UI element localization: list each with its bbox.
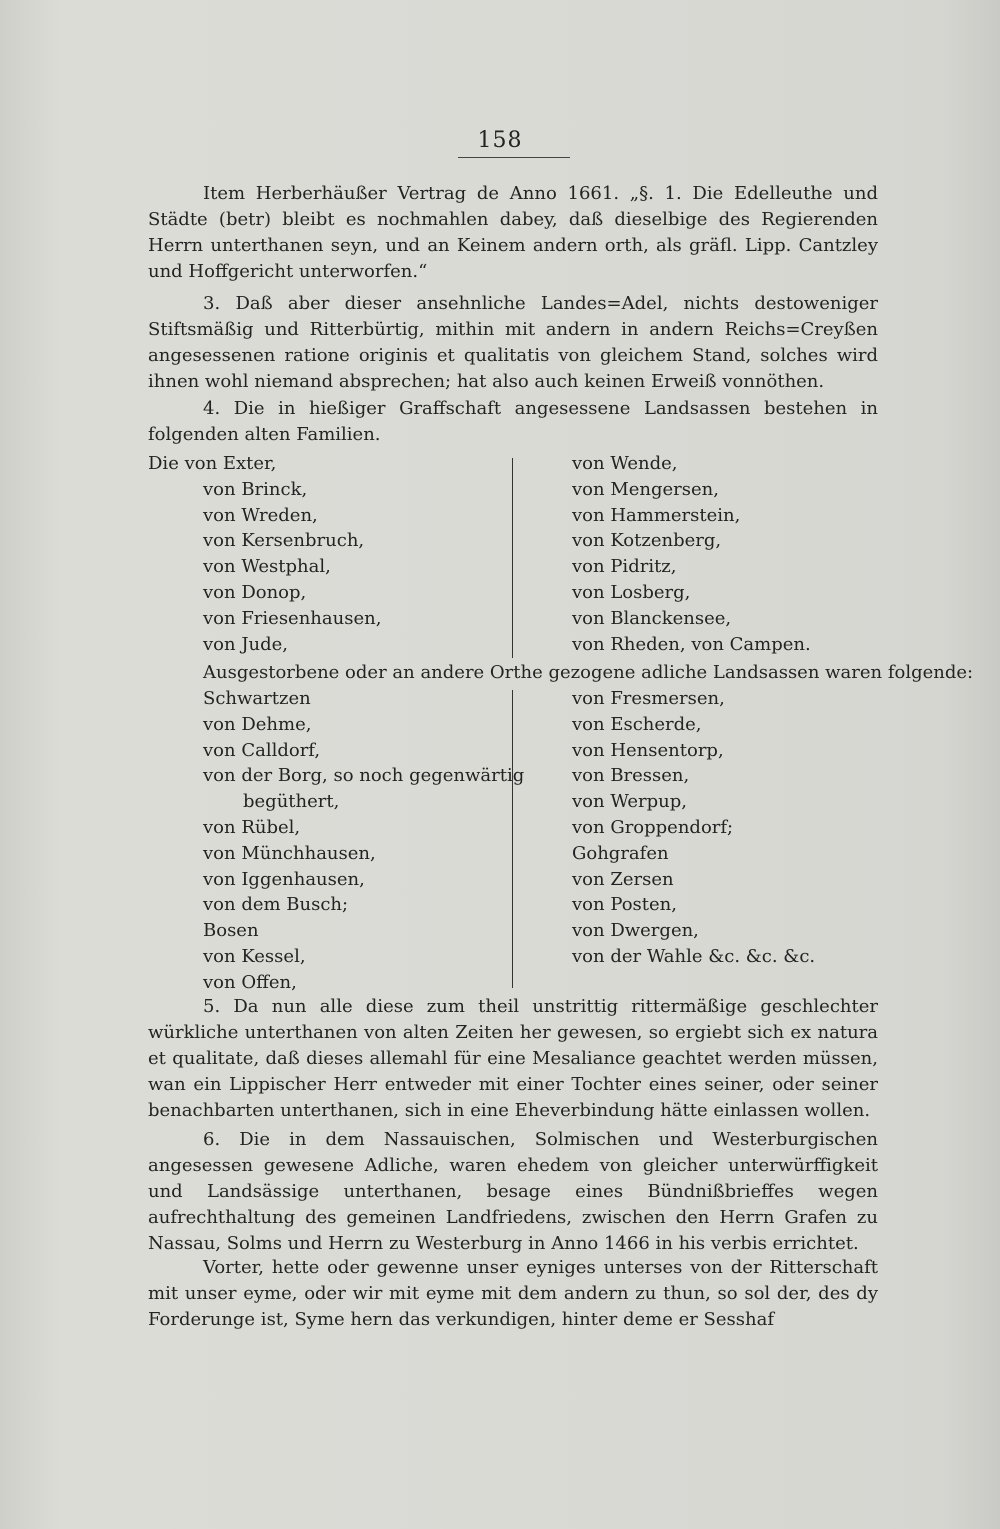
extinct-column-divider <box>512 690 513 988</box>
extinct-family-right: von der Wahle &c. &c. &c. <box>572 945 816 967</box>
extinct-family-left: begüthert, <box>243 791 340 813</box>
paragraph-4: 4. Die in hießiger Graffschaft angesessene Landsassen bestehen in folgenden alten Familien. <box>148 398 878 445</box>
extinct-family-right: von Escherde, <box>572 713 702 735</box>
family-name-right: von Wende, <box>572 453 678 474</box>
extinct-heading: Ausgestorbene oder an andere Orthe gezogene adliche Landsassen waren folgende: <box>203 662 974 683</box>
family-name-left: Die von Exter, <box>148 453 277 474</box>
family-name-left: von Brinck, <box>203 478 308 500</box>
extinct-family-left: Schwartzen <box>203 688 311 709</box>
extinct-family-left: von Dehme, <box>203 713 312 735</box>
families-left-column <box>148 451 381 657</box>
paragraph-3-block <box>148 291 878 395</box>
extinct-right-column <box>572 686 815 970</box>
family-name-left: von Friesenhausen, <box>203 607 382 629</box>
families-right-column <box>572 451 811 657</box>
intro-paragraph: Item Herberhäußer Vertrag de Anno 1661. „§. 1. Die Edelleuthe und Städte (betr) bleibt es nochmahlen dabey, daß dieselbige des Regierenden Herrn unterthanen seyn, und an Keinem andern orth, als gräfl. Lipp. Cantzley und Hoffgericht unterworfen.“ <box>148 183 878 282</box>
family-name-left: von Wreden, <box>203 504 318 526</box>
page-number: 158 <box>477 128 523 153</box>
extinct-family-right: von Werpup, <box>572 791 687 813</box>
family-name-right: von Losberg, <box>572 581 691 603</box>
extinct-family-right: von Dwergen, <box>572 920 699 942</box>
paragraph-3: 3. Daß aber dieser ansehnliche Landes=Adel, nichts destoweniger Stiftsmäßig und Ritterbürtig, mithin mit andern in andern Reichs=Creyßen angesessenen ratione originis et qualitatis von gleichem Stand, solches wird ihnen wohl niemand absprechen; hat also auch keinen Erweiß vonnöthen. <box>148 293 878 392</box>
extinct-family-right: von Hensentorp, <box>572 739 724 761</box>
family-name-left: von Kersenbruch, <box>203 530 365 552</box>
family-name-right: von Hammerstein, <box>572 504 741 526</box>
family-name-right: von Rheden, von Campen. <box>572 633 811 655</box>
extinct-family-right: von Zersen <box>572 868 674 890</box>
intro-paragraph-block <box>148 181 878 285</box>
extinct-family-left: von Iggenhausen, <box>203 868 365 890</box>
family-name-right: von Kotzenberg, <box>572 530 722 552</box>
extinct-family-left: Bosen <box>203 920 259 942</box>
extinct-family-right: von Fresmersen, <box>572 688 725 709</box>
extinct-family-left: von Calldorf, <box>203 739 321 761</box>
extinct-family-left: von der Borg, so noch gegenwärtig <box>203 765 525 787</box>
family-name-right: von Blanckensee, <box>572 607 732 629</box>
paragraph-4-block <box>148 396 878 448</box>
family-name-left: von Donop, <box>203 581 307 603</box>
extinct-family-left: von Offen, <box>203 971 297 993</box>
family-name-right: von Mengersen, <box>572 478 719 500</box>
family-name-left: von Westphal, <box>203 556 331 578</box>
quote-paragraph-block <box>148 1255 878 1333</box>
page-number-rule <box>458 157 570 158</box>
extinct-family-right: von Groppendorf; <box>572 816 734 838</box>
families-column-divider <box>512 458 513 658</box>
extinct-family-right: von Posten, <box>572 894 677 916</box>
extinct-family-left: von Kessel, <box>203 945 306 967</box>
family-name-left: von Jude, <box>203 633 289 655</box>
extinct-left-column <box>148 686 524 996</box>
family-name-right: von Pidritz, <box>572 556 677 578</box>
extinct-family-left: von dem Busch; <box>203 894 349 916</box>
paragraph-5-block <box>148 994 878 1124</box>
extinct-family-right: von Bressen, <box>572 765 690 787</box>
extinct-family-right: Gohgrafen <box>572 842 669 864</box>
paragraph-6-block <box>148 1127 878 1257</box>
quote-paragraph: Vorter, hette oder gewenne unser eyniges unterses von der Ritterschaft mit unser eyme, oder wir mit eyme mit dem andern zu thun, so sol der, des dy Forderunge ist, Syme hern das verkundigen, hinter deme er Sesshaf <box>148 1257 878 1330</box>
paragraph-5: 5. Da nun alle diese zum theil unstrittig rittermäßige geschlechter würkliche unterthanen von alten Zeiten her gewesen, so ergiebt sich ex natura et qualitate, daß dieses allemahl für eine Mesaliance geachtet werden müssen, wan ein Lippischer Herr entweder mit einer Tochter eines seiner, oder seiner benachbarten unterthanen, sich in eine Eheverbindung hätte einlassen wollen. <box>148 996 878 1121</box>
extinct-family-left: von Münchhausen, <box>203 842 376 864</box>
extinct-family-left: von Rübel, <box>203 816 301 838</box>
paragraph-6: 6. Die in dem Nassauischen, Solmischen und Westerburgischen angesessen gewesene Adliche, waren ehedem von gleicher unterwürffigkeit und Landsässige unterthanen, besage eines Bündnißbrieffes wegen aufrechthaltung des gemeinen Landfriedens, zwischen den Herrn Grafen zu Nassau, Solms und Herrn zu Westerburg in Anno 1466 in his verbis errichtet. <box>148 1129 878 1254</box>
